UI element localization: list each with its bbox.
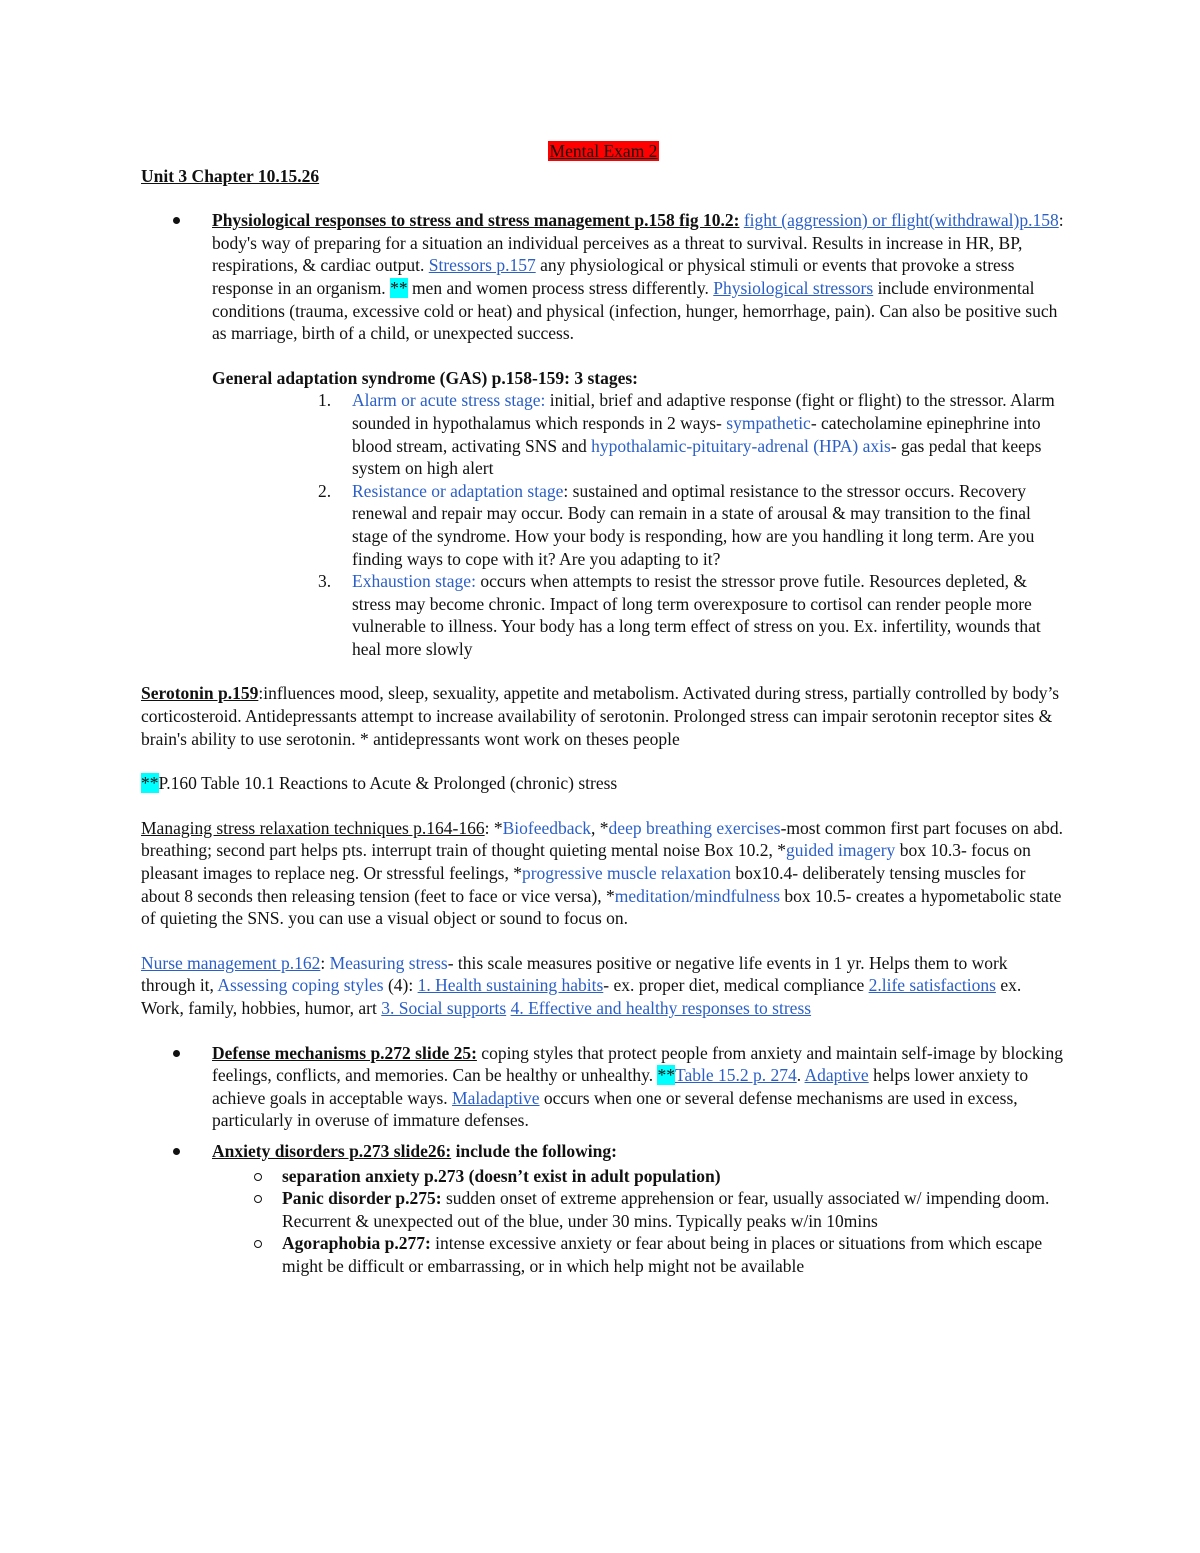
body-text: any physiological or physical stimuli or events that provoke a stress response in an organism. xyxy=(212,255,1015,298)
highlight-mark: ** xyxy=(141,773,159,794)
stage-name: Alarm or acute stress stage: xyxy=(352,390,546,411)
body-text: : sustained and optimal resistance to the stressor occurs. Recovery renewal and repair may occur. Body can remain in a state of arousal & may transition to the final stage of the syndrome. How your body is responding, how are you handling it long term. Are you finding ways to cope with it? Are you adapting to it? xyxy=(352,480,1035,569)
body-text: - catecholamine epinephrine into blood stream, activating SNS and xyxy=(352,412,1041,456)
gas-heading: General adaptation syndrome (GAS) p.158-159: 3 stages: xyxy=(212,367,638,388)
term: Measuring stress xyxy=(329,952,448,973)
body-text: :influences mood, sleep, sexuality, appetite and metabolism. Activated during stress, partially controlled by body’s corticosteroid. Antidepressants attempt to increase availability of serotonin. Prolonged stress can impair serotonin receptor sites & brain's ability to use serotonin. * antidepressants wont work on theses people xyxy=(141,683,1060,749)
circle-bullet-icon xyxy=(254,1173,262,1181)
stress-response-list xyxy=(141,209,1066,345)
term: progressive muscle relaxation xyxy=(521,863,731,884)
body-text: -most common first part focuses on abd. breathing; second part helps pts. interrupt train of thought quieting mental noise Box 10.2, * xyxy=(141,817,1063,861)
gas-stage-item xyxy=(141,480,1066,570)
nurse-management-paragraph xyxy=(141,952,1066,1020)
section-heading: Physiological responses to stress and stress management p.158 fig 10.2: xyxy=(212,210,740,231)
unit-heading: Unit 3 Chapter 10.15.26 xyxy=(141,165,320,186)
disorder-name: Agoraphobia p.277: xyxy=(282,1233,431,1254)
anxiety-disorder-list xyxy=(141,1165,1066,1278)
table-15-2-link[interactable]: Table 15.2 p. 274 xyxy=(674,1065,797,1086)
bullet-icon xyxy=(173,1148,180,1155)
list-item xyxy=(141,1042,1066,1132)
highlight-mark: ** xyxy=(657,1065,675,1086)
fight-flight-link[interactable]: fight (aggression) or flight(withdrawal)p.158 xyxy=(743,210,1059,231)
physiological-stressors-link[interactable]: Physiological stressors xyxy=(713,277,874,298)
coping-link-3[interactable]: 3. Social supports xyxy=(381,998,507,1018)
disorder-name: separation anxiety p.273 (doesn’t exist in adult population) xyxy=(282,1165,721,1186)
serotonin-paragraph xyxy=(141,682,1066,750)
title-line xyxy=(141,140,1066,163)
body-text: box 10.3- focus on pleasant images to replace neg. Or stressful feelings, * xyxy=(141,840,1031,884)
item-number: 2. xyxy=(318,480,332,501)
term: Biofeedback xyxy=(502,817,592,838)
term: deep breathing exercises xyxy=(608,817,781,838)
anxiety-item xyxy=(141,1165,1066,1188)
list-item xyxy=(141,1140,1066,1163)
body-text: men and women process stress differently. xyxy=(407,277,714,298)
item-number: 1. xyxy=(318,390,332,411)
anxiety-item xyxy=(141,1232,1066,1277)
relaxation-paragraph xyxy=(141,817,1066,930)
body-text: : body's way of preparing for a situation an individual perceives as a threat to survival. Results in increase in HR, BP, respirations, & cardiac output. xyxy=(212,210,1064,276)
body-text: : * xyxy=(484,817,503,838)
body-text: helps lower anxiety to achieve goals in acceptable ways. xyxy=(212,1065,1029,1108)
body-text: ex. Work, family, hobbies, humor, art xyxy=(141,975,1022,1018)
coping-link-4[interactable]: 4. Effective and healthy responses to stress xyxy=(510,998,812,1018)
disorder-name: Panic disorder p.275: xyxy=(282,1188,442,1209)
body-text: . xyxy=(796,1065,805,1086)
item-number: 3. xyxy=(318,571,332,592)
body-text: occurs when one or several defense mechanisms are used in excess, particularly in overuse of immature defenses. xyxy=(212,1087,1018,1131)
stressors-link[interactable]: Stressors p.157 xyxy=(428,255,536,276)
circle-bullet-icon xyxy=(254,1195,262,1203)
body-text: sudden onset of extreme apprehension or fear, usually associated w/ impending doom. Recurrent & unexpected out of the blue, under 30 mins. Typically peaks w/in 10mins xyxy=(282,1188,1050,1231)
circle-bullet-icon xyxy=(254,1240,262,1248)
body-text: box 10.5- creates a hypometabolic state of quieting the SNS. you can use a visual object or sound to focus on. xyxy=(141,885,1062,929)
gas-stage-item xyxy=(141,570,1066,660)
body-text: box10.4- deliberately tensing muscles for about 8 seconds then releasing tension (feet to face or vice versa), * xyxy=(141,863,1026,906)
document-body xyxy=(141,140,1066,1278)
nurse-management-link[interactable]: Nurse management p.162 xyxy=(141,952,321,973)
coping-link-2[interactable]: 2.life satisfactions xyxy=(868,975,996,996)
body-text: coping styles that protect people from anxiety and maintain self-image by blocking feelings, conflicts, and memories. Can be healthy or unhealthy. xyxy=(212,1042,1064,1086)
bullet-icon xyxy=(173,217,180,224)
body-text: (4): xyxy=(383,975,418,996)
body-text: P.160 Table 10.1 Reactions to Acute & Prolonged (chronic) stress xyxy=(158,773,618,794)
body-text: - this scale measures positive or negative life events in 1 yr. Helps them to work through it, xyxy=(141,952,1008,996)
table-reference xyxy=(141,772,1066,795)
term: meditation/mindfulness xyxy=(614,885,781,906)
body-text: , * xyxy=(591,817,609,838)
stage-name: Exhaustion stage: xyxy=(352,571,476,592)
section-heading: Serotonin p.159 xyxy=(141,683,259,704)
list-item xyxy=(141,209,1066,345)
body-text: include environmental conditions (trauma, excessive cold or heat) and physical (infection, hunger, hemorrhage, pain). Can also be positive such as marriage, birth of a child, or unexpected success. xyxy=(212,277,1058,344)
section-heading-suffix: include the following: xyxy=(451,1140,617,1161)
body-text: initial, brief and adaptive response (fight or flight) to the stressor. Alarm sounded in hypothalamus which responds in 2 ways- xyxy=(352,390,1055,433)
body-text: - ex. proper diet, medical compliance xyxy=(603,975,869,996)
gas-stage-list xyxy=(141,389,1066,660)
defense-anxiety-list xyxy=(141,1042,1066,1163)
maladaptive-link[interactable]: Maladaptive xyxy=(452,1087,540,1108)
bullet-icon xyxy=(173,1050,180,1057)
highlight-mark: ** xyxy=(390,277,408,298)
document-title: Mental Exam 2 xyxy=(549,141,658,161)
body-text: - gas pedal that keeps system on high alert xyxy=(352,435,1042,479)
term: Assessing coping styles xyxy=(217,975,384,996)
body-text: occurs when attempts to resist the stressor prove futile. Resources depleted, & stress may become chronic. Impact of long term overexposure to cortisol can render people more vulnerable to illness. Your body has a long term effect of stress on you. Ex. infertility, wounds that heal more slowly xyxy=(352,571,1041,659)
gas-stage-item xyxy=(141,389,1066,479)
adaptive-link[interactable]: Adaptive xyxy=(804,1065,869,1086)
anxiety-item xyxy=(141,1187,1066,1232)
term: hypothalamic-pituitary-adrenal (HPA) axis xyxy=(591,435,891,456)
section-heading: Anxiety disorders p.273 slide26: xyxy=(212,1140,452,1161)
term: guided imagery xyxy=(785,840,896,861)
body-text: : xyxy=(320,952,330,973)
coping-link-1[interactable]: 1. Health sustaining habits xyxy=(417,975,604,996)
body-text: intense excessive anxiety or fear about being in places or situations from which escape might be difficult or embarrassing, or in which help might not be available xyxy=(282,1233,1043,1276)
term: sympathetic xyxy=(726,412,811,433)
stage-name: Resistance or adaptation stage xyxy=(352,480,564,501)
section-heading: Managing stress relaxation techniques p.164-166 xyxy=(141,817,485,838)
section-heading: Defense mechanisms p.272 slide 25: xyxy=(212,1042,477,1063)
